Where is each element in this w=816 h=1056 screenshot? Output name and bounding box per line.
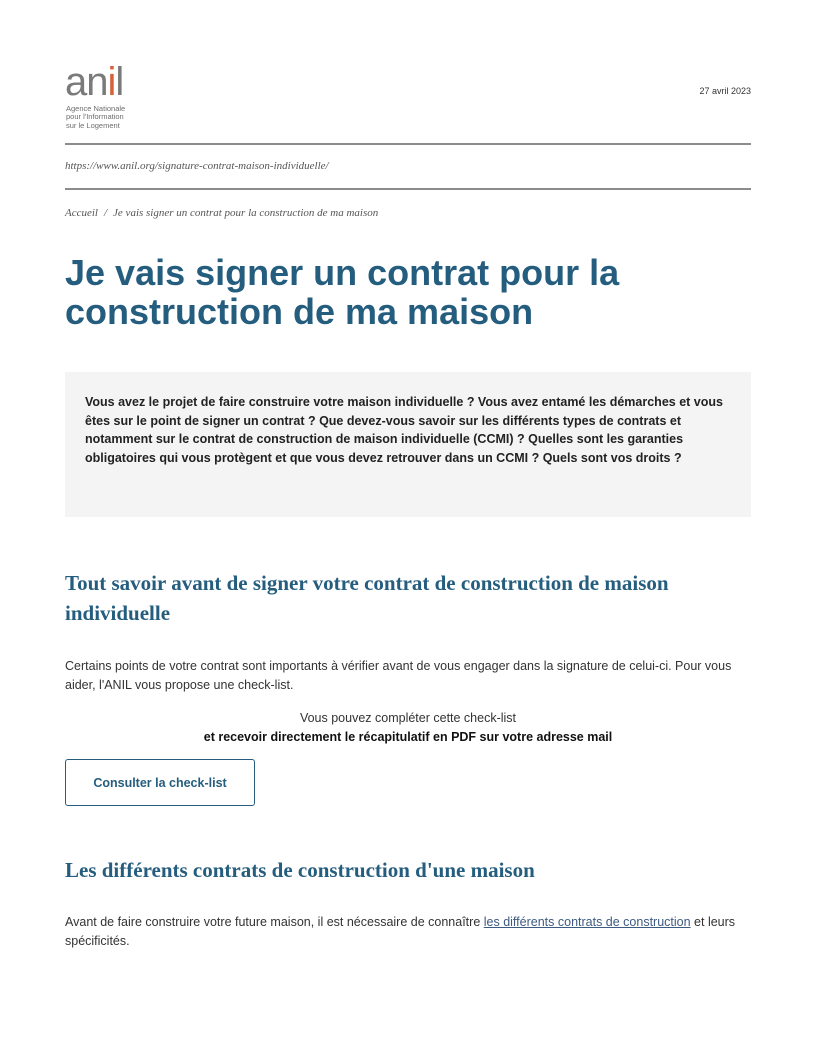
- contracts-link[interactable]: les différents contrats de construction: [483, 915, 691, 929]
- breadcrumb-current: Je vais signer un contrat pour la construction de ma maison: [113, 207, 379, 219]
- intro-box: [65, 372, 751, 517]
- contracts-text-after: et leurs spécificités.: [65, 915, 736, 948]
- logo-wordmark-text: anil: [65, 60, 124, 104]
- checklist-note-line1: Vous pouvez compléter cette check-list: [299, 711, 517, 725]
- checklist-paragraph: Certains points de votre contrat sont importants à vérifier avant de vous engager dans la signature de celui-ci. Pour vous aider, l'ANIL vous propose une check-list.: [65, 659, 732, 692]
- consult-checklist-button[interactable]: Consulter la check-list: [65, 759, 255, 806]
- intro-text: Vous avez le projet de faire construire votre maison individuelle ? Vous avez entamé les démarches et vous êtes sur le point de signer un contrat ? Que devez-vous savoir sur les différents types de contrats et notamment sur le contrat de construction de maison individuelle (CCMI) ? Quelles sont les garanties obligatoires qui vous protègent et que vous devez retrouver dans un CCMI ? Quels sont vos droits ?: [85, 395, 723, 465]
- print-date: 27 avril 2023: [699, 86, 751, 96]
- logo-wordmark: [65, 60, 124, 104]
- anil-logo[interactable]: [65, 60, 135, 134]
- logo-subtitle: Agence Nationale pour l'Information sur le Logement: [66, 104, 126, 130]
- breadcrumb-home-link[interactable]: Accueil: [65, 207, 98, 219]
- section-heading-checklist: Tout savoir avant de signer votre contrat de construction de maison individuelle: [65, 571, 669, 625]
- section-heading-contracts: Les différents contrats de construction d'une maison: [65, 858, 535, 882]
- logo-accent-letter: i: [107, 60, 116, 104]
- page-url: https://www.anil.org/signature-contrat-maison-individuelle/: [65, 160, 329, 172]
- contracts-text-before: Avant de faire construire votre future maison, il est nécessaire de connaître: [65, 915, 484, 929]
- page-title: Je vais signer un contrat pour la construction de ma maison: [65, 252, 620, 332]
- url-divider: [65, 188, 751, 190]
- contracts-paragraph: [65, 913, 755, 951]
- top-divider: [65, 143, 751, 145]
- breadcrumb-separator: /: [103, 207, 108, 219]
- checklist-note-line2: et recevoir directement le récapitulatif en PDF sur votre adresse mail: [203, 730, 613, 744]
- checklist-note: [65, 709, 751, 747]
- breadcrumb: [65, 207, 378, 219]
